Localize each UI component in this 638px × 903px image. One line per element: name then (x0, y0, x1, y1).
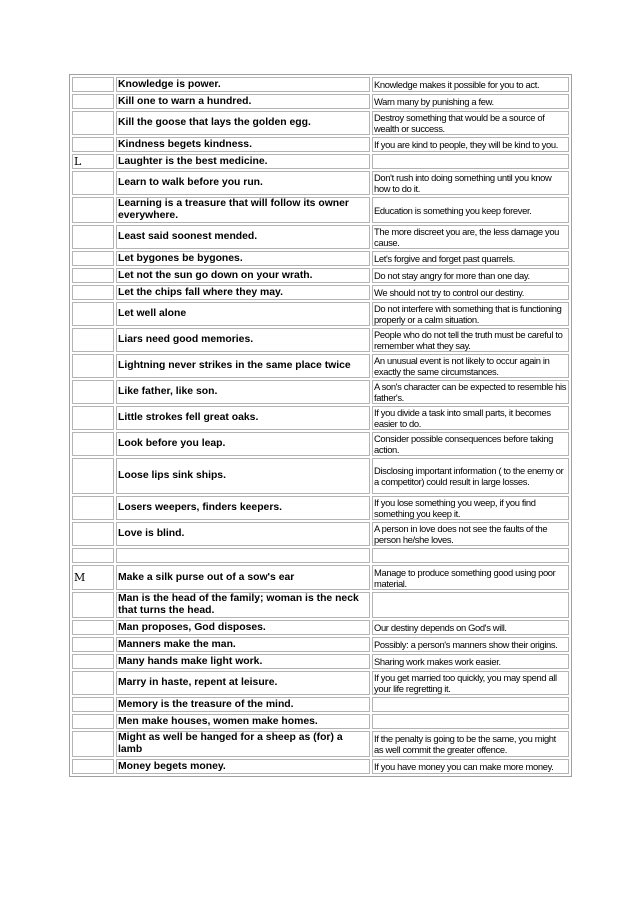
proverb-cell: Money begets money. (116, 759, 370, 774)
meaning-cell: Destroy something that would be a source of wealth or success. (372, 111, 569, 135)
letter-cell (72, 731, 114, 757)
proverb-cell: Knowledge is power. (116, 77, 370, 92)
proverb-cell: Let bygones be bygones. (116, 251, 370, 266)
proverb-cell: Lightning never strikes in the same place twice (116, 354, 370, 378)
proverb-cell: Look before you leap. (116, 432, 370, 456)
letter-cell (72, 268, 114, 283)
letter-cell (72, 522, 114, 546)
meaning-cell: Let's forgive and forget past quarrels. (372, 251, 569, 266)
proverb-cell: Men make houses, women make homes. (116, 714, 370, 729)
letter-cell (72, 197, 114, 223)
table-row (72, 171, 569, 195)
meaning-cell: If you divide a task into small parts, it becomes easier to do. (372, 406, 569, 430)
proverb-cell: Learning is a treasure that will follow its owner everywhere. (116, 197, 370, 223)
table-row (72, 731, 569, 757)
meaning-cell (372, 592, 569, 618)
proverb-cell: Manners make the man. (116, 637, 370, 652)
meaning-cell: Manage to produce something good using poor material. (372, 565, 569, 590)
proverb-cell: Many hands make light work. (116, 654, 370, 669)
meaning-cell (372, 697, 569, 712)
letter-cell (72, 111, 114, 135)
letter-cell (72, 285, 114, 300)
table-row (72, 432, 569, 456)
letter-cell (72, 548, 114, 563)
table-row (72, 380, 569, 404)
meaning-cell: Possibly: a person's manners show their origins. (372, 637, 569, 652)
meaning-cell: If you lose something you weep, if you find something you keep it. (372, 496, 569, 520)
table-row (72, 154, 569, 169)
meaning-cell: Education is something you keep forever. (372, 197, 569, 223)
proverb-cell: Let well alone (116, 302, 370, 326)
proverb-cell: Losers weepers, finders keepers. (116, 496, 370, 520)
proverbs-table (69, 74, 572, 777)
letter-cell (72, 137, 114, 152)
table-row (72, 268, 569, 283)
table-row (72, 251, 569, 266)
table-row (72, 137, 569, 152)
proverb-cell: Like father, like son. (116, 380, 370, 404)
letter-cell (72, 328, 114, 352)
table-row (72, 197, 569, 223)
proverb-cell: Kill one to warn a hundred. (116, 94, 370, 109)
table-row (72, 637, 569, 652)
proverb-cell: Might as well be hanged for a sheep as (for) a lamb (116, 731, 370, 757)
meaning-cell: Disclosing important information ( to the enemy or a competitor) could result in large losses. (372, 458, 569, 494)
proverb-cell: Love is blind. (116, 522, 370, 546)
meaning-cell: Don't rush into doing something until you know how to do it. (372, 171, 569, 195)
meaning-cell: If you have money you can make more money. (372, 759, 569, 774)
meaning-cell (372, 714, 569, 729)
letter-cell (72, 432, 114, 456)
proverb-cell: Kindness begets kindness. (116, 137, 370, 152)
letter-cell (72, 302, 114, 326)
table-row (72, 328, 569, 352)
proverb-cell: Let the chips fall where they may. (116, 285, 370, 300)
table-row (72, 458, 569, 494)
letter-cell (72, 354, 114, 378)
meaning-cell: Our destiny depends on God's will. (372, 620, 569, 635)
proverb-cell: Kill the goose that lays the golden egg. (116, 111, 370, 135)
letter-cell (72, 592, 114, 618)
table-row (72, 285, 569, 300)
proverb-cell: Man proposes, God disposes. (116, 620, 370, 635)
table-row (72, 496, 569, 520)
proverb-cell: Make a silk purse out of a sow's ear (116, 565, 370, 590)
meaning-cell: If you get married too quickly, you may spend all your life regretting it. (372, 671, 569, 695)
proverb-cell: Least said soonest mended. (116, 225, 370, 249)
letter-cell (72, 714, 114, 729)
table-row (72, 697, 569, 712)
letter-cell (72, 654, 114, 669)
table-row (72, 111, 569, 135)
letter-cell (72, 380, 114, 404)
table-row (72, 225, 569, 249)
section-letter-m: M (72, 565, 114, 590)
letter-cell (72, 94, 114, 109)
proverbs-table-body (72, 77, 569, 774)
meaning-cell: If you are kind to people, they will be kind to you. (372, 137, 569, 152)
proverb-cell: Loose lips sink ships. (116, 458, 370, 494)
proverb-cell: Let not the sun go down on your wrath. (116, 268, 370, 283)
meaning-cell: We should not try to control our destiny. (372, 285, 569, 300)
letter-cell (72, 637, 114, 652)
meaning-cell: Knowledge makes it possible for you to act. (372, 77, 569, 92)
meaning-cell: Sharing work makes work easier. (372, 654, 569, 669)
letter-cell (72, 251, 114, 266)
meaning-cell: The more discreet you are, the less damage you cause. (372, 225, 569, 249)
meaning-cell: A person in love does not see the faults of the person he/she loves. (372, 522, 569, 546)
table-row (72, 406, 569, 430)
meaning-cell: Warn many by punishing a few. (372, 94, 569, 109)
meaning-cell: Do not stay angry for more than one day. (372, 268, 569, 283)
letter-cell (72, 671, 114, 695)
table-row (72, 94, 569, 109)
section-letter-l: L (72, 154, 114, 169)
meaning-cell: Consider possible consequences before taking action. (372, 432, 569, 456)
letter-cell (72, 697, 114, 712)
letter-cell (72, 496, 114, 520)
proverb-cell: Memory is the treasure of the mind. (116, 697, 370, 712)
table-row (72, 522, 569, 546)
letter-cell (72, 458, 114, 494)
table-row-empty (72, 548, 569, 563)
table-row (72, 759, 569, 774)
table-row (72, 354, 569, 378)
letter-cell (72, 759, 114, 774)
proverb-cell (116, 548, 370, 563)
letter-cell (72, 406, 114, 430)
meaning-cell: People who do not tell the truth must be careful to remember what they say. (372, 328, 569, 352)
letter-cell (72, 225, 114, 249)
meaning-cell: An unusual event is not likely to occur again in exactly the same circumstances. (372, 354, 569, 378)
table-row (72, 714, 569, 729)
table-row (72, 302, 569, 326)
meaning-cell: A son's character can be expected to resemble his father's. (372, 380, 569, 404)
meaning-cell (372, 548, 569, 563)
letter-cell (72, 171, 114, 195)
table-row (72, 620, 569, 635)
proverb-cell: Marry in haste, repent at leisure. (116, 671, 370, 695)
letter-cell (72, 77, 114, 92)
meaning-cell: Do not interfere with something that is functioning properly or a calm situation. (372, 302, 569, 326)
proverb-cell: Man is the head of the family; woman is the neck that turns the head. (116, 592, 370, 618)
meaning-cell: If the penalty is going to be the same, you might as well commit the greater offence. (372, 731, 569, 757)
letter-cell (72, 620, 114, 635)
proverb-cell: Learn to walk before you run. (116, 171, 370, 195)
table-row (72, 77, 569, 92)
proverb-cell: Liars need good memories. (116, 328, 370, 352)
table-row (72, 592, 569, 618)
table-row (72, 654, 569, 669)
proverb-cell: Laughter is the best medicine. (116, 154, 370, 169)
meaning-cell (372, 154, 569, 169)
table-row (72, 671, 569, 695)
table-row (72, 565, 569, 590)
proverb-cell: Little strokes fell great oaks. (116, 406, 370, 430)
